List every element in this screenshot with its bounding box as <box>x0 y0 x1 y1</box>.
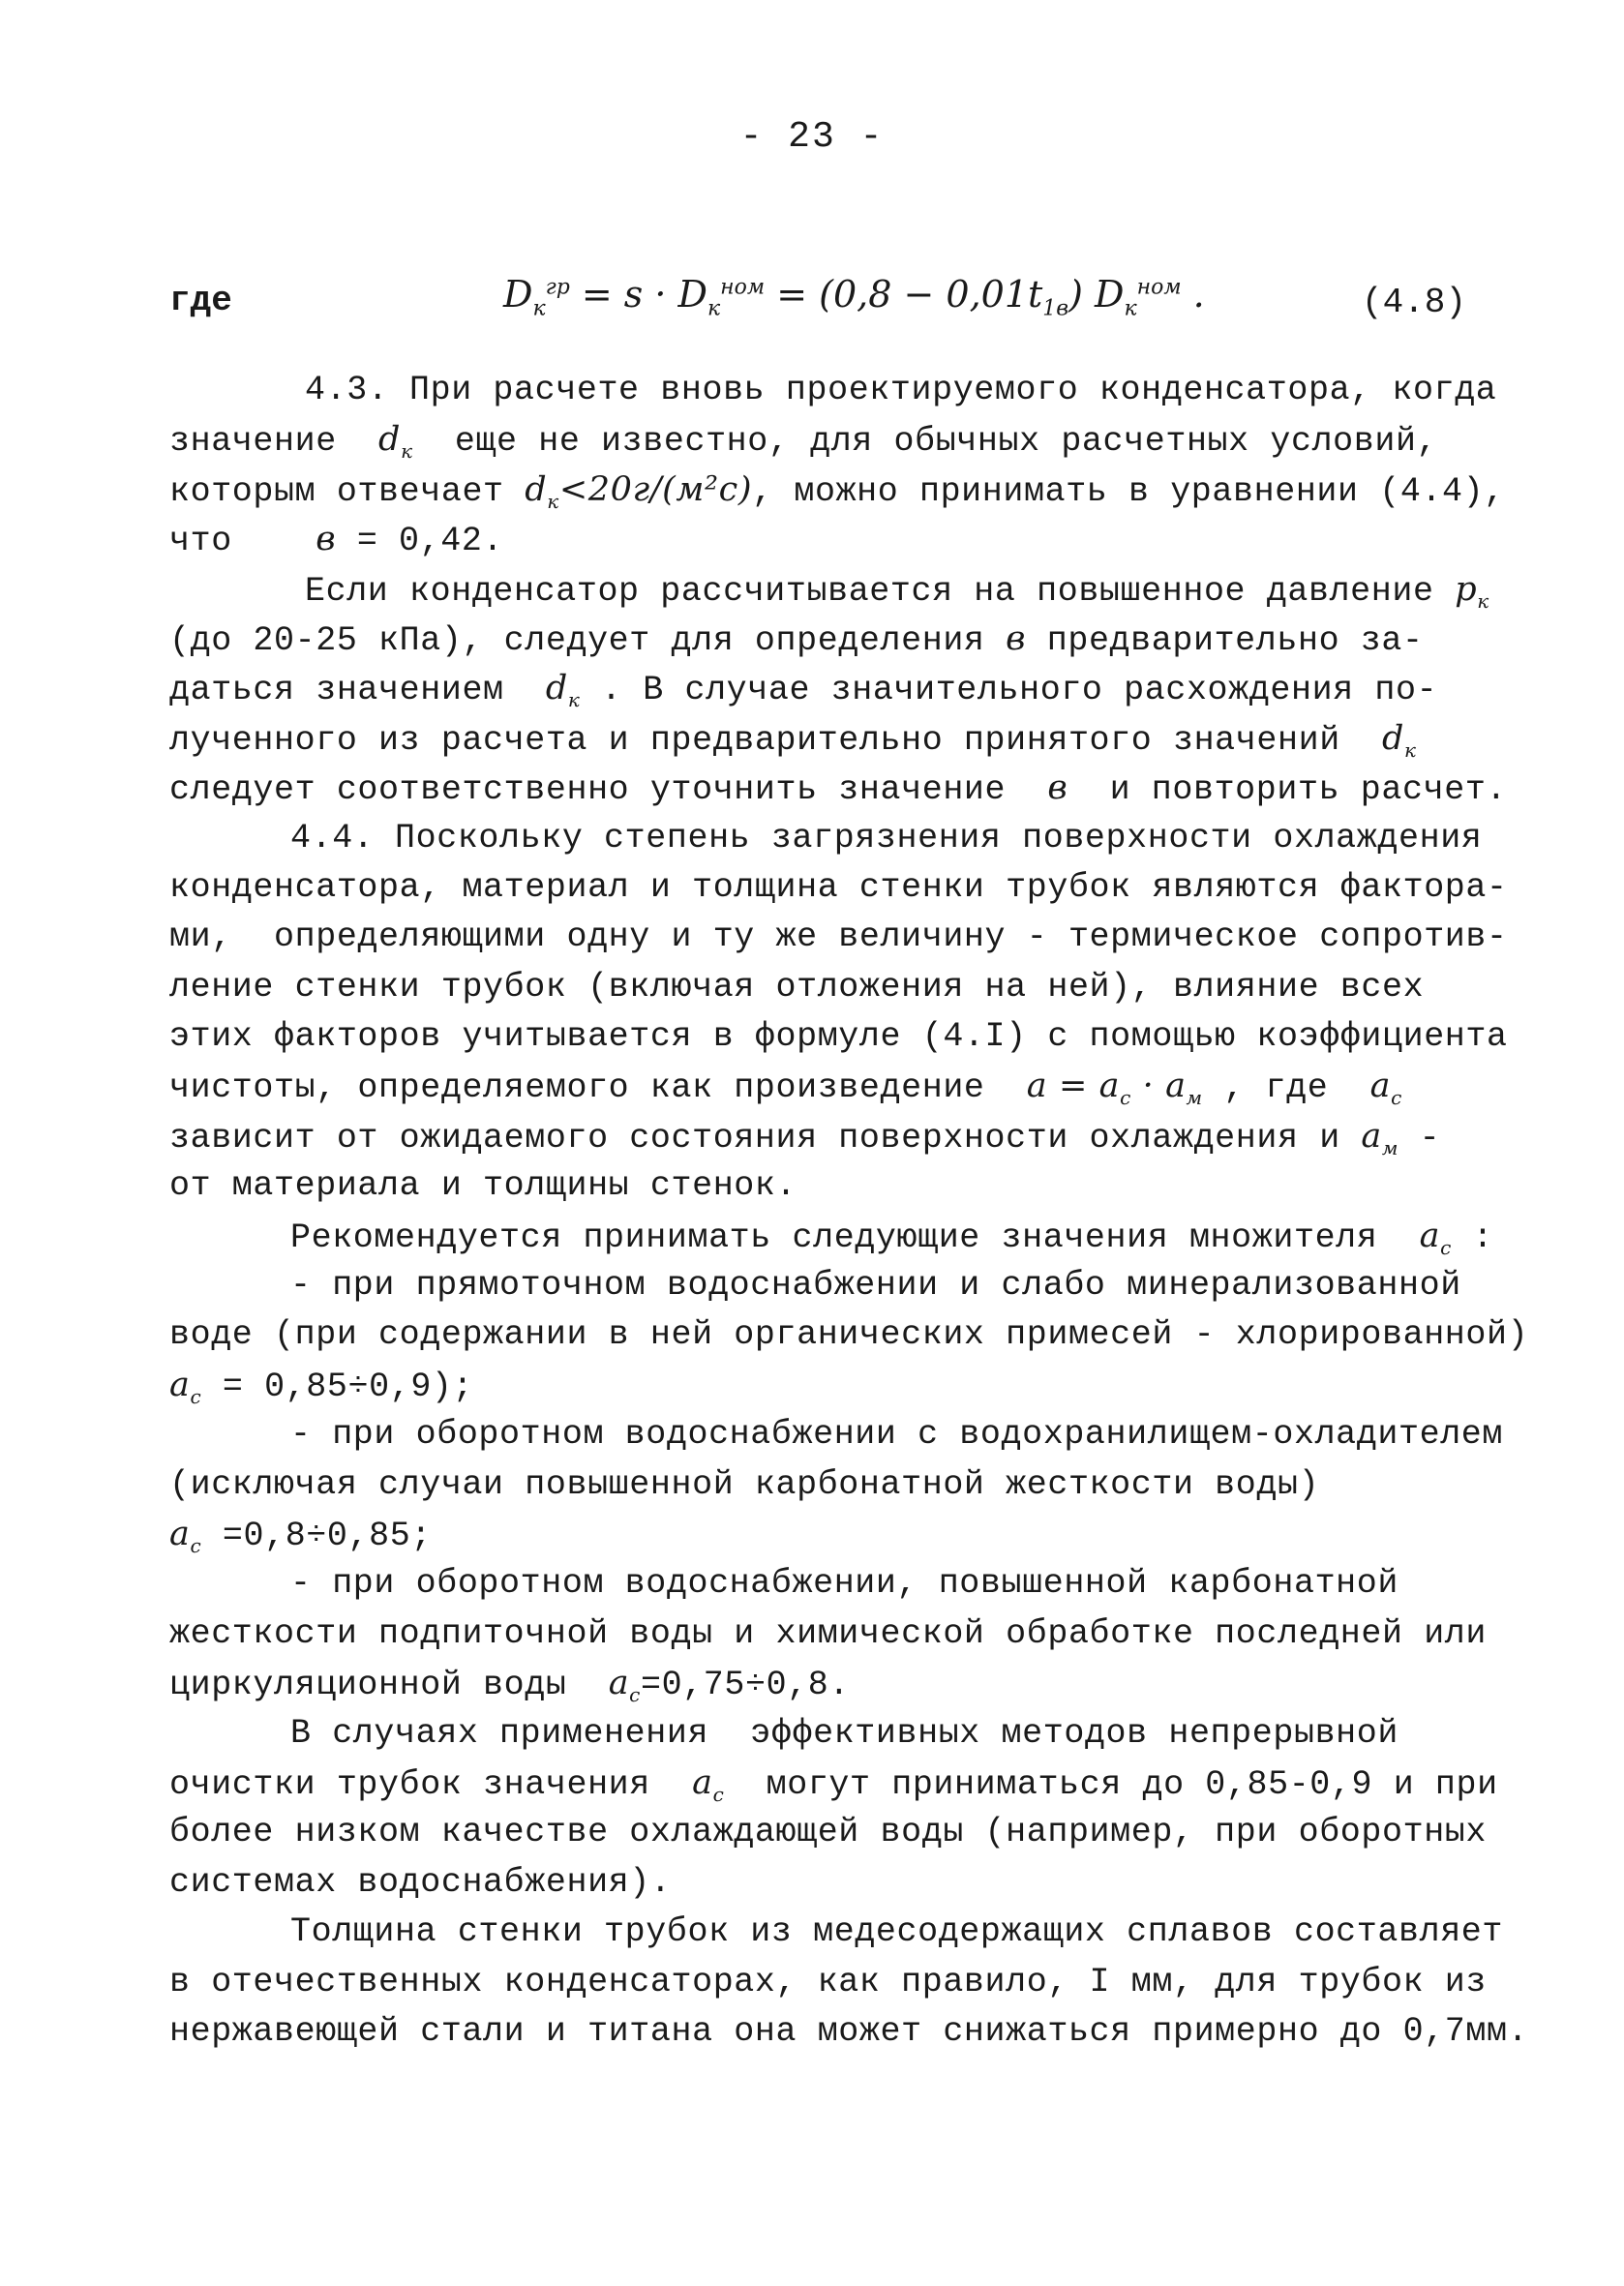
text-line: Рекомендуется принимать следующие значения множителя $a_c$ : <box>290 1216 1494 1259</box>
text-line: лученного из расчета и предварительно принятого значений $d_к$ <box>169 718 1417 762</box>
text-line: которым отвечает $d_к<20г/(м^2с)$, можно принимать в уравнении (4.4), <box>169 469 1505 513</box>
math-symbol: $a_c$ <box>1419 1216 1452 1259</box>
math-symbol: $a = a_c \cdot a_м$ <box>1026 1067 1203 1110</box>
text-line: чистоты, определяемого как произведение $a = a_c \cdot a_м$ , где $a_c$ <box>169 1067 1402 1110</box>
text-line: этих факторов учитывается в формуле (4.I) с помощью коэффициента <box>169 1017 1508 1057</box>
text-line: воде (при содержании в ней органических примесей - хлорированной) <box>169 1315 1529 1355</box>
math-symbol: $a_c$ <box>692 1762 725 1806</box>
text-line: от материала и толщины стенок. <box>169 1166 797 1206</box>
paragraph-4-3-line: 4.3. При расчете вновь проектируемого конденсатора, когда <box>305 371 1497 409</box>
math-symbol: $a_c$ <box>169 1365 202 1408</box>
math-symbol: $a_c$ <box>169 1514 202 1557</box>
body-text <box>169 366 1529 2057</box>
list-item: - при оборотном водоснабжении, повышенной карбонатной <box>290 1564 1398 1604</box>
math-symbol: $a_c$ <box>608 1664 641 1707</box>
text-line: нержавеющей стали и титана она может снижаться примерно до 0,7мм. <box>169 2011 1529 2051</box>
text-line: ми, определяющими одну и ту же величину - термическое сопротив- <box>169 917 1508 957</box>
text-line: Толщина стенки трубок из медесодержащих сплавов составляет <box>290 1912 1503 1952</box>
math-symbol: $p_к$ <box>1455 569 1489 613</box>
math-symbol: $d_к$ <box>1382 718 1417 762</box>
math-symbol: $a_м$ <box>1361 1116 1399 1159</box>
math-symbol: $d_к$ <box>545 669 581 712</box>
text-line: системах водоснабжения). <box>169 1862 672 1902</box>
text-line: В случаях применения эффективных методов непрерывной <box>290 1713 1398 1753</box>
text-line: циркуляционной воды $a_c=0,75\div 0,8$. <box>169 1664 851 1707</box>
text-line: Если конденсатор рассчитывается на повышенное давление $p_к$ <box>305 569 1489 613</box>
paragraph-4-4-line: 4.4. Поскольку степень загрязнения поверхности охлаждения <box>290 818 1483 857</box>
math-symbol: в <box>1006 618 1027 658</box>
text-line: очистки трубок значения $a_c$ могут приниматься до 0,85-0,9 и при <box>169 1762 1498 1806</box>
text-line: зависит от ожидаемого состояния поверхности охлаждения и $a_м$ - <box>169 1116 1441 1159</box>
text-line: что в = 0,42. <box>169 520 504 561</box>
math-symbol: $a_c$ <box>1369 1067 1402 1110</box>
text-line: жесткости подпиточной воды и химической обработке последней или <box>169 1613 1488 1653</box>
text-line: ление стенки трубок (включая отложения на ней), влияние всех <box>169 967 1425 1007</box>
text-line: (до 20-25 кПа), следует для определения в предварительно за- <box>169 618 1424 660</box>
formula-lead-word: где <box>169 281 232 320</box>
text-line: в отечественных конденсаторах, как правило, I мм, для трубок из <box>169 1962 1488 2001</box>
text-line: $a_c = 0,85\div 0,9$); <box>169 1365 474 1408</box>
math-symbol: в <box>1047 768 1068 808</box>
math-symbol: $d_к$ <box>378 420 413 464</box>
math-symbol: в <box>316 520 337 559</box>
math-symbol: $d_к<20г/(м^2с)$ <box>525 469 753 513</box>
formula-number: (4.8) <box>1361 283 1466 322</box>
text-line: значение $d_к$ еще не известно, для обычных расчетных условий, <box>169 420 1438 464</box>
text-line: даться значением $d_к$ . В случае значительного расхождения по- <box>169 669 1438 712</box>
text-line: более низком качестве охлаждающей воды (например, при оборотных <box>169 1813 1488 1852</box>
text-line: (исключая случаи повышенной карбонатной жесткости воды) <box>169 1464 1320 1504</box>
text-line: конденсатора, материал и толщина стенки трубок являются факторa- <box>169 867 1508 907</box>
formula-expression: $D_к^{гр} = s \cdot D_к^{ном} = (0,8 - 0,01t_{1в})$ $D_к^{ном}$ . <box>503 273 1205 321</box>
list-item: - при оборотном водоснабжении с водохранилищем-охладителем <box>290 1415 1503 1455</box>
formula-4-8 <box>169 273 1466 350</box>
list-item: - при прямоточном водоснабжении и слабо минерализованной <box>290 1266 1461 1306</box>
page-number: - 23 - <box>739 116 885 158</box>
text-line: $a_c =0,8\div 0,85$; <box>169 1514 432 1557</box>
text-line: следует соответственно уточнить значение в и повторить расчет. <box>169 768 1508 810</box>
